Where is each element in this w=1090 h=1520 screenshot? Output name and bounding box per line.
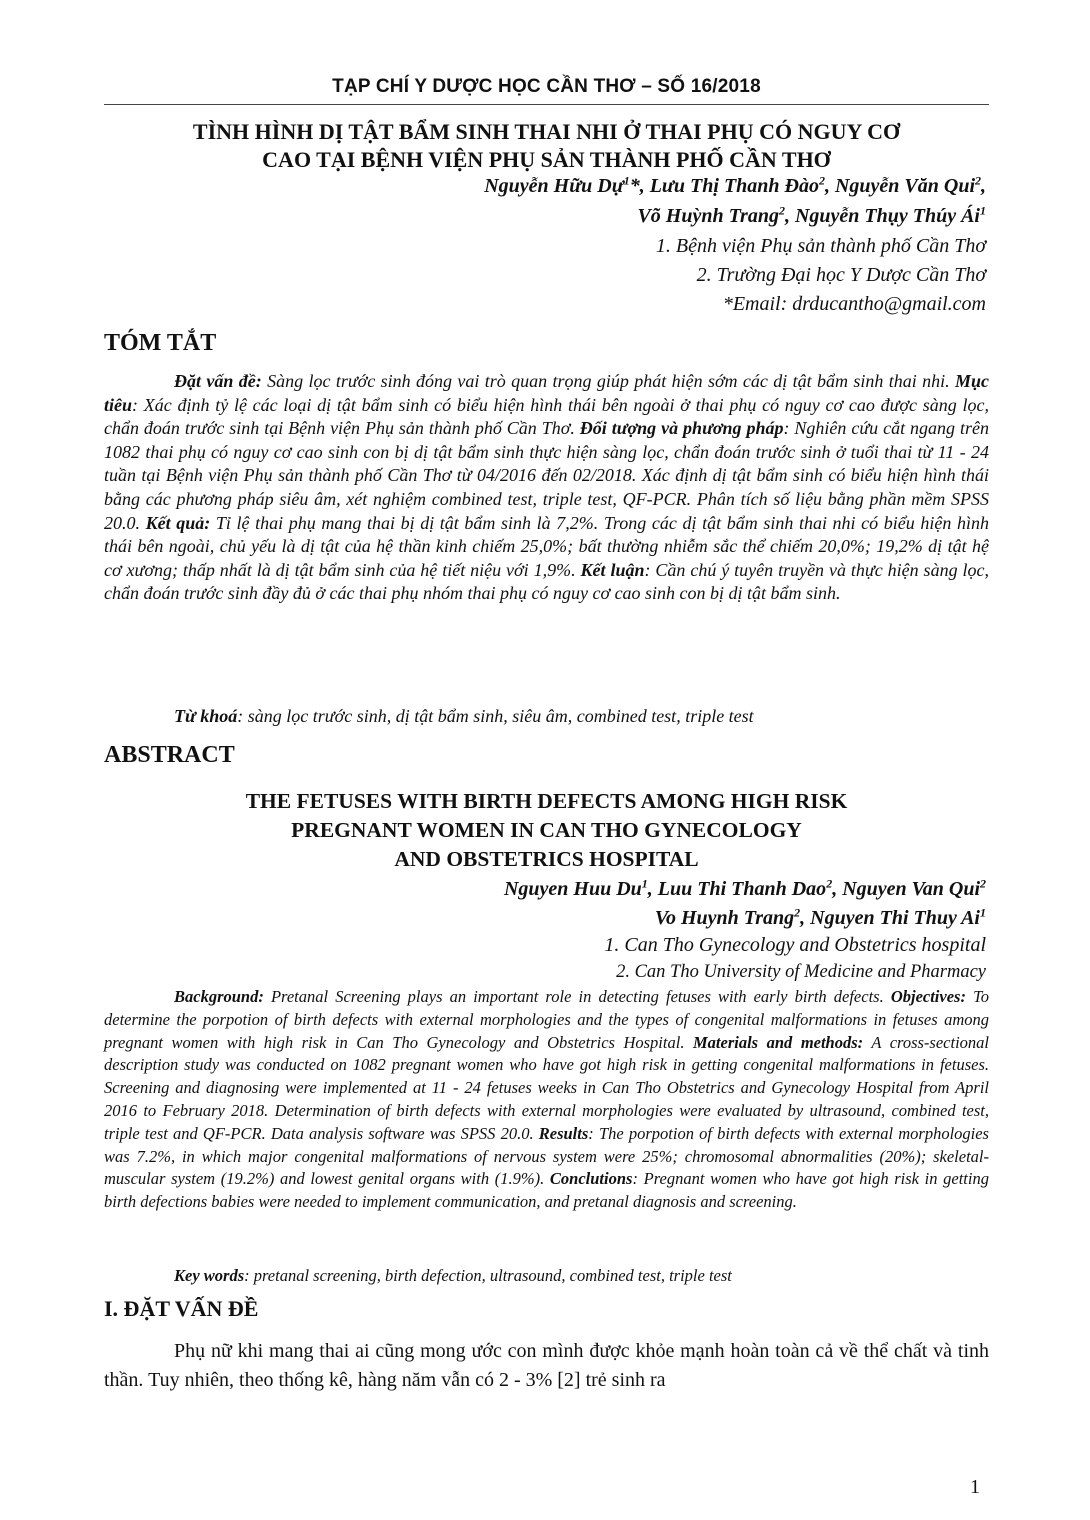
author-name: Nguyễn Thụy Thúy Ái (794, 205, 980, 227)
abstract-en-conclusions-text: : Pregnant women who have got high risk in getting birth defections babies were needed to implement communication, and pretanal diagnosis and screening. (104, 1169, 989, 1212)
author-name: Nguyễn Văn Qui (834, 175, 975, 197)
abstract-vi-methods-label: Đối tượng và phương pháp (579, 418, 784, 439)
section-heading-introduction: I. ĐẶT VẤN ĐỀ (104, 1296, 259, 1321)
abstract-vi-background-label: Đặt vấn đề: (174, 371, 262, 391)
author-name: Nguyen Van Qui (842, 878, 980, 900)
author-affil-mark: 2 (826, 876, 833, 891)
page-number: 1 (970, 1476, 980, 1498)
abstract-en-results-label: Results (538, 1123, 589, 1143)
author-separator: , (832, 878, 843, 900)
author-separator: , (784, 205, 795, 227)
authors-en-line-2 (655, 904, 986, 932)
abstract-vi-objective-label: Mục tiêu (104, 371, 990, 415)
author-affil-mark: 2 (975, 173, 981, 188)
section-heading-tomtat: TÓM TẮT (104, 330, 217, 356)
journal-header: TẠP CHÍ Y DƯỢC HỌC CẦN THƠ – SỐ 16/2018 (332, 76, 761, 97)
abstract-en-conclusions-label: Conclutions (549, 1169, 633, 1189)
author-affil-mark: 1 (623, 173, 630, 188)
title-en-line-3: AND OBSTETRICS HOSPITAL (394, 847, 699, 871)
abstract-vi-methods-text: : Nghiên cứu cắt ngang trên 1082 thai phụ có nguy cơ cao sinh con bị dị tật bẩm sinh thực hiện sàng lọc, chẩn đoán trước sinh ở tuổi thai từ 11 - 24 tuần tại Bệnh viện Phụ sản thành phố Cần Thơ từ 04/2016 đến 02/2018. Xác định dị tật bẩm sinh có biểu hiện hình thái bằng các phương pháp siêu âm, xét nghiệm combined test, triple test, QF-PCR. Phân tích số liệu bằng phần mềm SPSS 20.0. (104, 418, 989, 533)
keywords-en-text: : pretanal screening, birth defection, ultrasound, combined test, triple test (244, 1266, 732, 1285)
author-affil-mark: 1 (641, 876, 648, 891)
title-en-line-2: PREGNANT WOMEN IN CAN THO GYNECOLOGY (291, 818, 802, 842)
abstract-en-body (104, 986, 989, 1214)
affiliation-en-1: 1. Can Tho Gynecology and Obstetrics hospital (604, 934, 986, 956)
abstract-vi-objective-text: : Xác định tỷ lệ các loại dị tật bẩm sinh có biểu hiện hình thái bên ngoài ở thai phụ có nguy cơ cao được sàng lọc, chẩn đoán trước sinh tại Bệnh viện Phụ sản thành phố Cần Thơ. (104, 394, 989, 439)
keywords-en-label: Key words (174, 1266, 245, 1285)
author-affil-mark: 2 (794, 905, 801, 920)
abstract-en-background-label: Background: (174, 987, 264, 1006)
abstract-en-results-text: : The porpotion of birth defects with external morphologies was 7.2%, in which major congenital malformations of nervous system were 25%; chromosomal abnormalities (20%); skeletal-muscular system (19.2%) and lowest genital organs with (1.9%). (104, 1123, 989, 1189)
keywords-en (174, 1266, 732, 1286)
affiliation-en-2: 2. Can Tho University of Medicine and Pharmacy (616, 962, 986, 982)
author-name: Lưu Thị Thanh Đào (649, 175, 819, 197)
author-affil-mark: 2 (980, 876, 986, 891)
author-affil-mark: 1 (980, 203, 986, 218)
affiliation-vi-1: 1. Bệnh viện Phụ sản thành phố Cần Thơ (655, 235, 986, 257)
abstract-vi-conclusion-label: Kết luận (580, 559, 645, 580)
section-heading-abstract: ABSTRACT (104, 742, 235, 768)
abstract-vi-body (104, 370, 989, 606)
corresponding-email: *Email: drducantho@gmail.com (722, 293, 986, 315)
author-separator: , (981, 175, 986, 197)
title-vi-line-2: CAO TẠI BỆNH VIỆN PHỤ SẢN THÀNH PHỐ CẦN THƠ (262, 147, 831, 172)
keywords-vi (174, 706, 754, 727)
abstract-en-methods-text: A cross-sectional description study was conducted on 1082 pregnant women who have got high risk in getting congenital malformations in fetuses. Screening and diagnosing were implemented at 11 - 24 fetuses weeks in Can Tho Obstetrics and Gynecology Hospital from April 2016 to February 2018. Determination of birth defects with external morphologies were evaluated by ultrasound, combined test, triple test and QF-PCR. Data analysis software was SPSS 20.0. (104, 1032, 989, 1143)
abstract-vi-results-text: Tỉ lệ thai phụ mang thai bị dị tật bẩm sinh là 7,2%. Trong các dị tật bẩm sinh thai nhi có biểu hiện hình thái bên ngoài, chủ yếu là dị tật của hệ thần kinh chiếm 25,0%; bất thường nhiễm sắc thể chiếm 20,0%; 19,2% dị tật hệ cơ xương; thấp nhất là dị tật bẩm sinh của hệ tiết niệu với 1,9%. (104, 512, 989, 580)
author-name: Vo Huynh Trang (654, 907, 795, 929)
author-affil-mark: 1 (980, 905, 986, 920)
author-name: Nguyễn Hữu Dự (484, 175, 624, 197)
author-affil-mark: 2 (818, 173, 825, 188)
title-en-line-1: THE FETUSES WITH BIRTH DEFECTS AMONG HIGH RISK (245, 789, 848, 813)
article-title-vi (104, 118, 989, 174)
abstract-en-objectives-text: To determine the porpotion of birth defects with external morphologies and the types of congenital malformations in fetuses among pregnant women with high risk in Can Tho Gynecology and Obstetrics Hospital. (104, 987, 989, 1052)
author-separator: , (824, 175, 835, 197)
abstract-en-background-text: Pretanal Screening plays an important role in detecting fetuses with early birth defects. (263, 987, 891, 1006)
authors-vi-line-1 (484, 172, 986, 200)
abstract-en-objectives-label: Objectives: (890, 987, 966, 1006)
author-name: Nguyen Thi Thuy Ai (810, 907, 980, 929)
keywords-vi-label: Từ khoá (174, 706, 238, 726)
abstract-vi-conclusion-text: : Cần chú ý tuyên truyền và thực hiện sàng lọc, chẩn đoán trước sinh đầy đủ ở các thai phụ nhóm thai phụ có nguy cơ cao sinh con bị dị tật bẩm sinh. (104, 559, 989, 604)
abstract-vi-results-label: Kết quả: (145, 512, 211, 533)
author-name: Võ Huỳnh Trang (637, 205, 779, 227)
author-name: Nguyen Huu Du (503, 878, 642, 900)
article-title-en (104, 787, 989, 874)
abstract-vi-background-text: Sàng lọc trước sinh đóng vai trò quan trọng giúp phát hiện sớm các dị tật bẩm sinh thai nhi. (261, 371, 955, 391)
affiliation-vi-2: 2. Trường Đại học Y Dược Cần Thơ (696, 264, 986, 286)
introduction-paragraph: Phụ nữ khi mang thai ai cũng mong ước con mình được khỏe mạnh hoàn toàn cả về thể chất và tinh thần. Tuy nhiên, theo thống kê, hàng năm vẫn có 2 - 3% [2] trẻ sinh ra (104, 1340, 989, 1391)
abstract-en-methods-label: Materials and methods: (692, 1032, 864, 1052)
authors-vi-line-2 (637, 202, 986, 230)
corresponding-mark: *, (629, 175, 650, 197)
title-vi-line-1: TÌNH HÌNH DỊ TẬT BẨM SINH THAI NHI Ở THAI PHỤ CÓ NGUY CƠ (192, 119, 901, 144)
author-separator: , (647, 878, 658, 900)
author-separator: , (800, 907, 811, 929)
keywords-vi-text: : sàng lọc trước sinh, dị tật bẩm sinh, siêu âm, combined test, triple test (237, 706, 754, 726)
header-rule (104, 104, 989, 105)
authors-en-line-1 (504, 875, 986, 903)
author-affil-mark: 2 (778, 203, 785, 218)
author-name: Luu Thi Thanh Dao (657, 878, 827, 900)
